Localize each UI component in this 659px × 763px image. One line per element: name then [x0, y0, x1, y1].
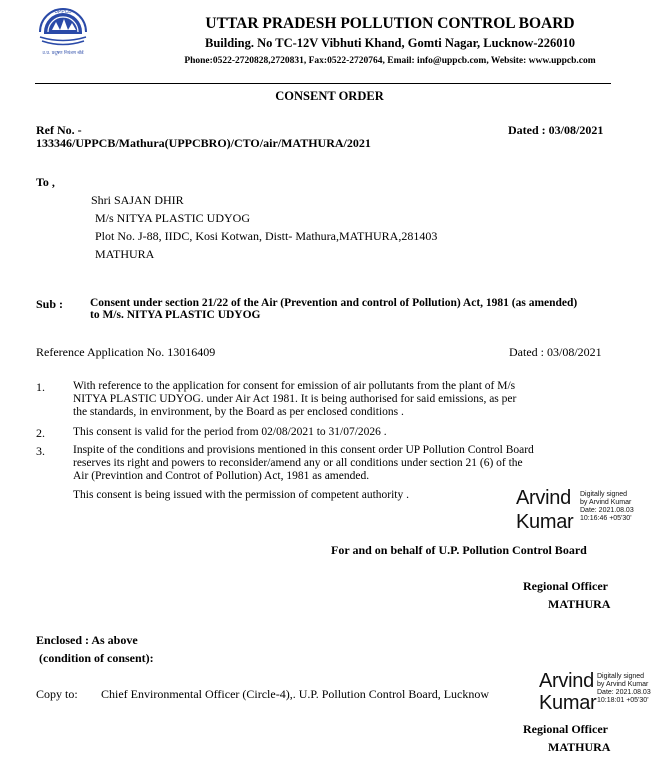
ref-label: Ref No. -: [36, 123, 82, 137]
point-1-line-2: NITYA PLASTIC UDYOG. under Air Act 1981. It is being authorised for said emissions, as per: [73, 393, 517, 405]
point-1-line-3: the standards, in environment, by the Board as per enclosed conditions .: [73, 406, 404, 418]
point-2-line-1: This consent is valid for the period from 02/08/2021 to 31/07/2026 .: [73, 426, 387, 438]
officer-place: MATHURA: [548, 597, 611, 611]
digital-signature: Arvind Kumar Digitally signed by Arvind Kumar Date: 2021.08.03 10:18:01 +05'30': [539, 670, 651, 714]
svg-text:उ.प्र. प्रदूषण नियंत्रण बोर्ड: उ.प्र. प्रदूषण नियंत्रण बोर्ड: [42, 51, 84, 56]
point-number: 2.: [36, 426, 45, 440]
uppcb-logo: [34, 2, 92, 56]
subject-line-1: Consent under section 21/22 of the Air (Prevention and control of Pollution) Act, 1981 (as amended): [90, 297, 578, 309]
point-3-line-1: Inspite of the conditions and provisions mentioned in this consent order UP Pollution Control Board: [73, 444, 534, 456]
org-contact: Phone:0522-2720828,2720831, Fax:0522-2720764, Email: info@uppcb.com, Website: www.uppcb.com: [184, 56, 596, 66]
addressee-city: MATHURA: [95, 247, 155, 261]
subject-line-2: to M/s. NITYA PLASTIC UDYOG: [90, 309, 261, 321]
doc-title: CONSENT ORDER: [275, 89, 384, 103]
officer-place: MATHURA: [548, 740, 611, 754]
enclosed-condition: (condition of consent):: [39, 651, 154, 665]
point-3-line-3: Air (Previntion and Controt of Pollution) Act, 1981 as amended.: [73, 470, 370, 482]
officer-title: Regional Officer: [523, 722, 608, 736]
subject-label: Sub :: [36, 297, 64, 311]
ref-dated: Dated : 03/08/2021: [508, 123, 604, 137]
copy-to-label: Copy to:: [36, 687, 78, 701]
addressee-address: Plot No. J-88, IIDC, Kosi Kotwan, Distt- Mathura,MATHURA,281403: [95, 229, 438, 243]
addressee-name: Shri SAJAN DHIR: [91, 193, 184, 207]
addressee-firm: M/s NITYA PLASTIC UDYOG: [95, 211, 251, 225]
svg-text:UPPCB: UPPCB: [54, 9, 72, 15]
org-address: Building. No TC-12V Vibhuti Khand, Gomti Nagar, Lucknow-226010: [204, 36, 575, 50]
on-behalf-text: For and on behalf of U.P. Pollution Control Board: [331, 543, 587, 557]
point-1-line-1: With reference to the application for consent for emission of air pollutants from the plant of M/s: [73, 380, 516, 392]
permission-text: This consent is being issued with the permission of competent authority .: [73, 489, 410, 501]
point-3-line-2: reserves its right and powers to reconsider/amend any or all conditions under section 21 (6) of the: [73, 457, 523, 469]
header-divider: [35, 83, 611, 84]
ref-number: 133346/UPPCB/Mathura(UPPCBRO)/CTO/air/MATHURA/2021: [36, 136, 371, 150]
org-name: UTTAR PRADESH POLLUTION CONTROL BOARD: [205, 15, 575, 32]
point-number: 1.: [36, 380, 45, 394]
copy-to-text: Chief Environmental Officer (Circle-4),. U.P. Pollution Control Board, Lucknow: [101, 687, 490, 701]
point-number: 3.: [36, 444, 45, 458]
enclosed-label: Enclosed : As above: [36, 633, 138, 647]
officer-title: Regional Officer: [523, 579, 608, 593]
reference-dated: Dated : 03/08/2021: [509, 345, 602, 359]
reference-application: Reference Application No. 13016409: [36, 345, 216, 359]
digital-signature: Arvind Kumar Digitally signed by Arvind Kumar Date: 2021.08.03 10:16:46 +05'30': [516, 487, 634, 533]
to-label: To ,: [36, 175, 55, 189]
